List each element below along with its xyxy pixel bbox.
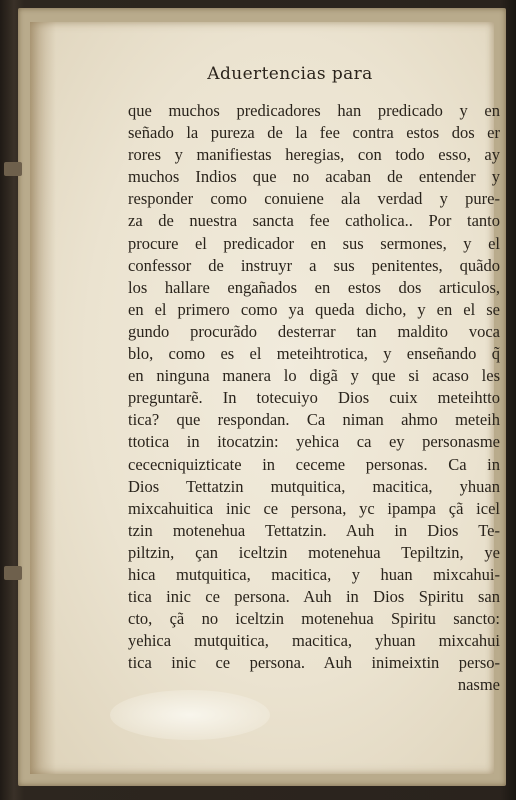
text-line: hica mutquitica, macitica, y huan mixcahui-: [128, 564, 500, 584]
text-line: confessor de instruyr a sus penitentes, quãdo: [128, 255, 500, 275]
text-line: responder como conuiene ala verdad y pure-: [128, 189, 500, 209]
text-line: gundo procurãdo desterrar tan maldito voca: [128, 321, 500, 341]
body-text: [128, 100, 500, 697]
text-line: Dios Tettatzin mutquitica, macitica, yhuan: [128, 476, 500, 496]
text-line: procure el predicador en sus sermones, y el: [128, 233, 500, 253]
clasp-strap-bottom: [4, 566, 22, 580]
text-line: que muchos predicadores han predicado y en: [128, 101, 500, 120]
text-line: cececniquizticate in ceceme personas. Ca in: [128, 454, 500, 474]
clasp-strap-top: [4, 162, 22, 176]
text-line: señado la pureza de la fee contra estos dos er: [128, 123, 500, 143]
text-line: preguntarẽ. In totecuiyo Dios cuix meteihtto: [128, 388, 500, 408]
catchword: nasme: [457, 675, 500, 695]
text-line: los hallare engañados en estos dos articulos,: [128, 277, 500, 297]
paper-stain: [110, 690, 270, 740]
text-line: yehica mutquitica, macitica, yhuan mixcahui: [128, 631, 500, 651]
text-line: ttotica in itocatzin: yehica ca ey personasme: [128, 432, 500, 452]
text-line: en el primero como ya queda dicho, y en el se: [128, 299, 500, 319]
text-line: tzin motenehua Tettatzin. Auh in Dios Te-: [128, 520, 500, 540]
text-line: tica inic ce persona. Auh inimeixtin perso-: [128, 653, 500, 673]
text-line: muchos Indios que no acaban de entender y: [128, 167, 500, 187]
text-line: piltzin, çan iceltzin motenehua Tepiltzin, ye: [128, 542, 500, 562]
text-line: en ninguna manera lo digã y que si acaso les: [128, 366, 500, 386]
text-line: tica inic ce persona. Auh in Dios Spiritu san: [128, 587, 500, 607]
text-line: tica? que respondan. Ca niman ahmo meteih: [128, 410, 500, 430]
text-line: za de nuestra sancta fee catholica.. Por tanto: [128, 211, 500, 231]
text-line: rores y manifiestas heregias, con todo esso, ay: [128, 145, 500, 165]
text-line: mixcahuitica inic ce persona, yc ipampa çã icel: [128, 498, 500, 518]
running-head: Aduertencias para: [207, 64, 373, 84]
text-line: blo, como es el meteihtrotica, y enseñando q̃: [128, 344, 500, 364]
page-gutter-shadow: [30, 22, 56, 774]
text-line: cto, çã no iceltzin motenehua Spiritu sancto:: [128, 609, 500, 629]
